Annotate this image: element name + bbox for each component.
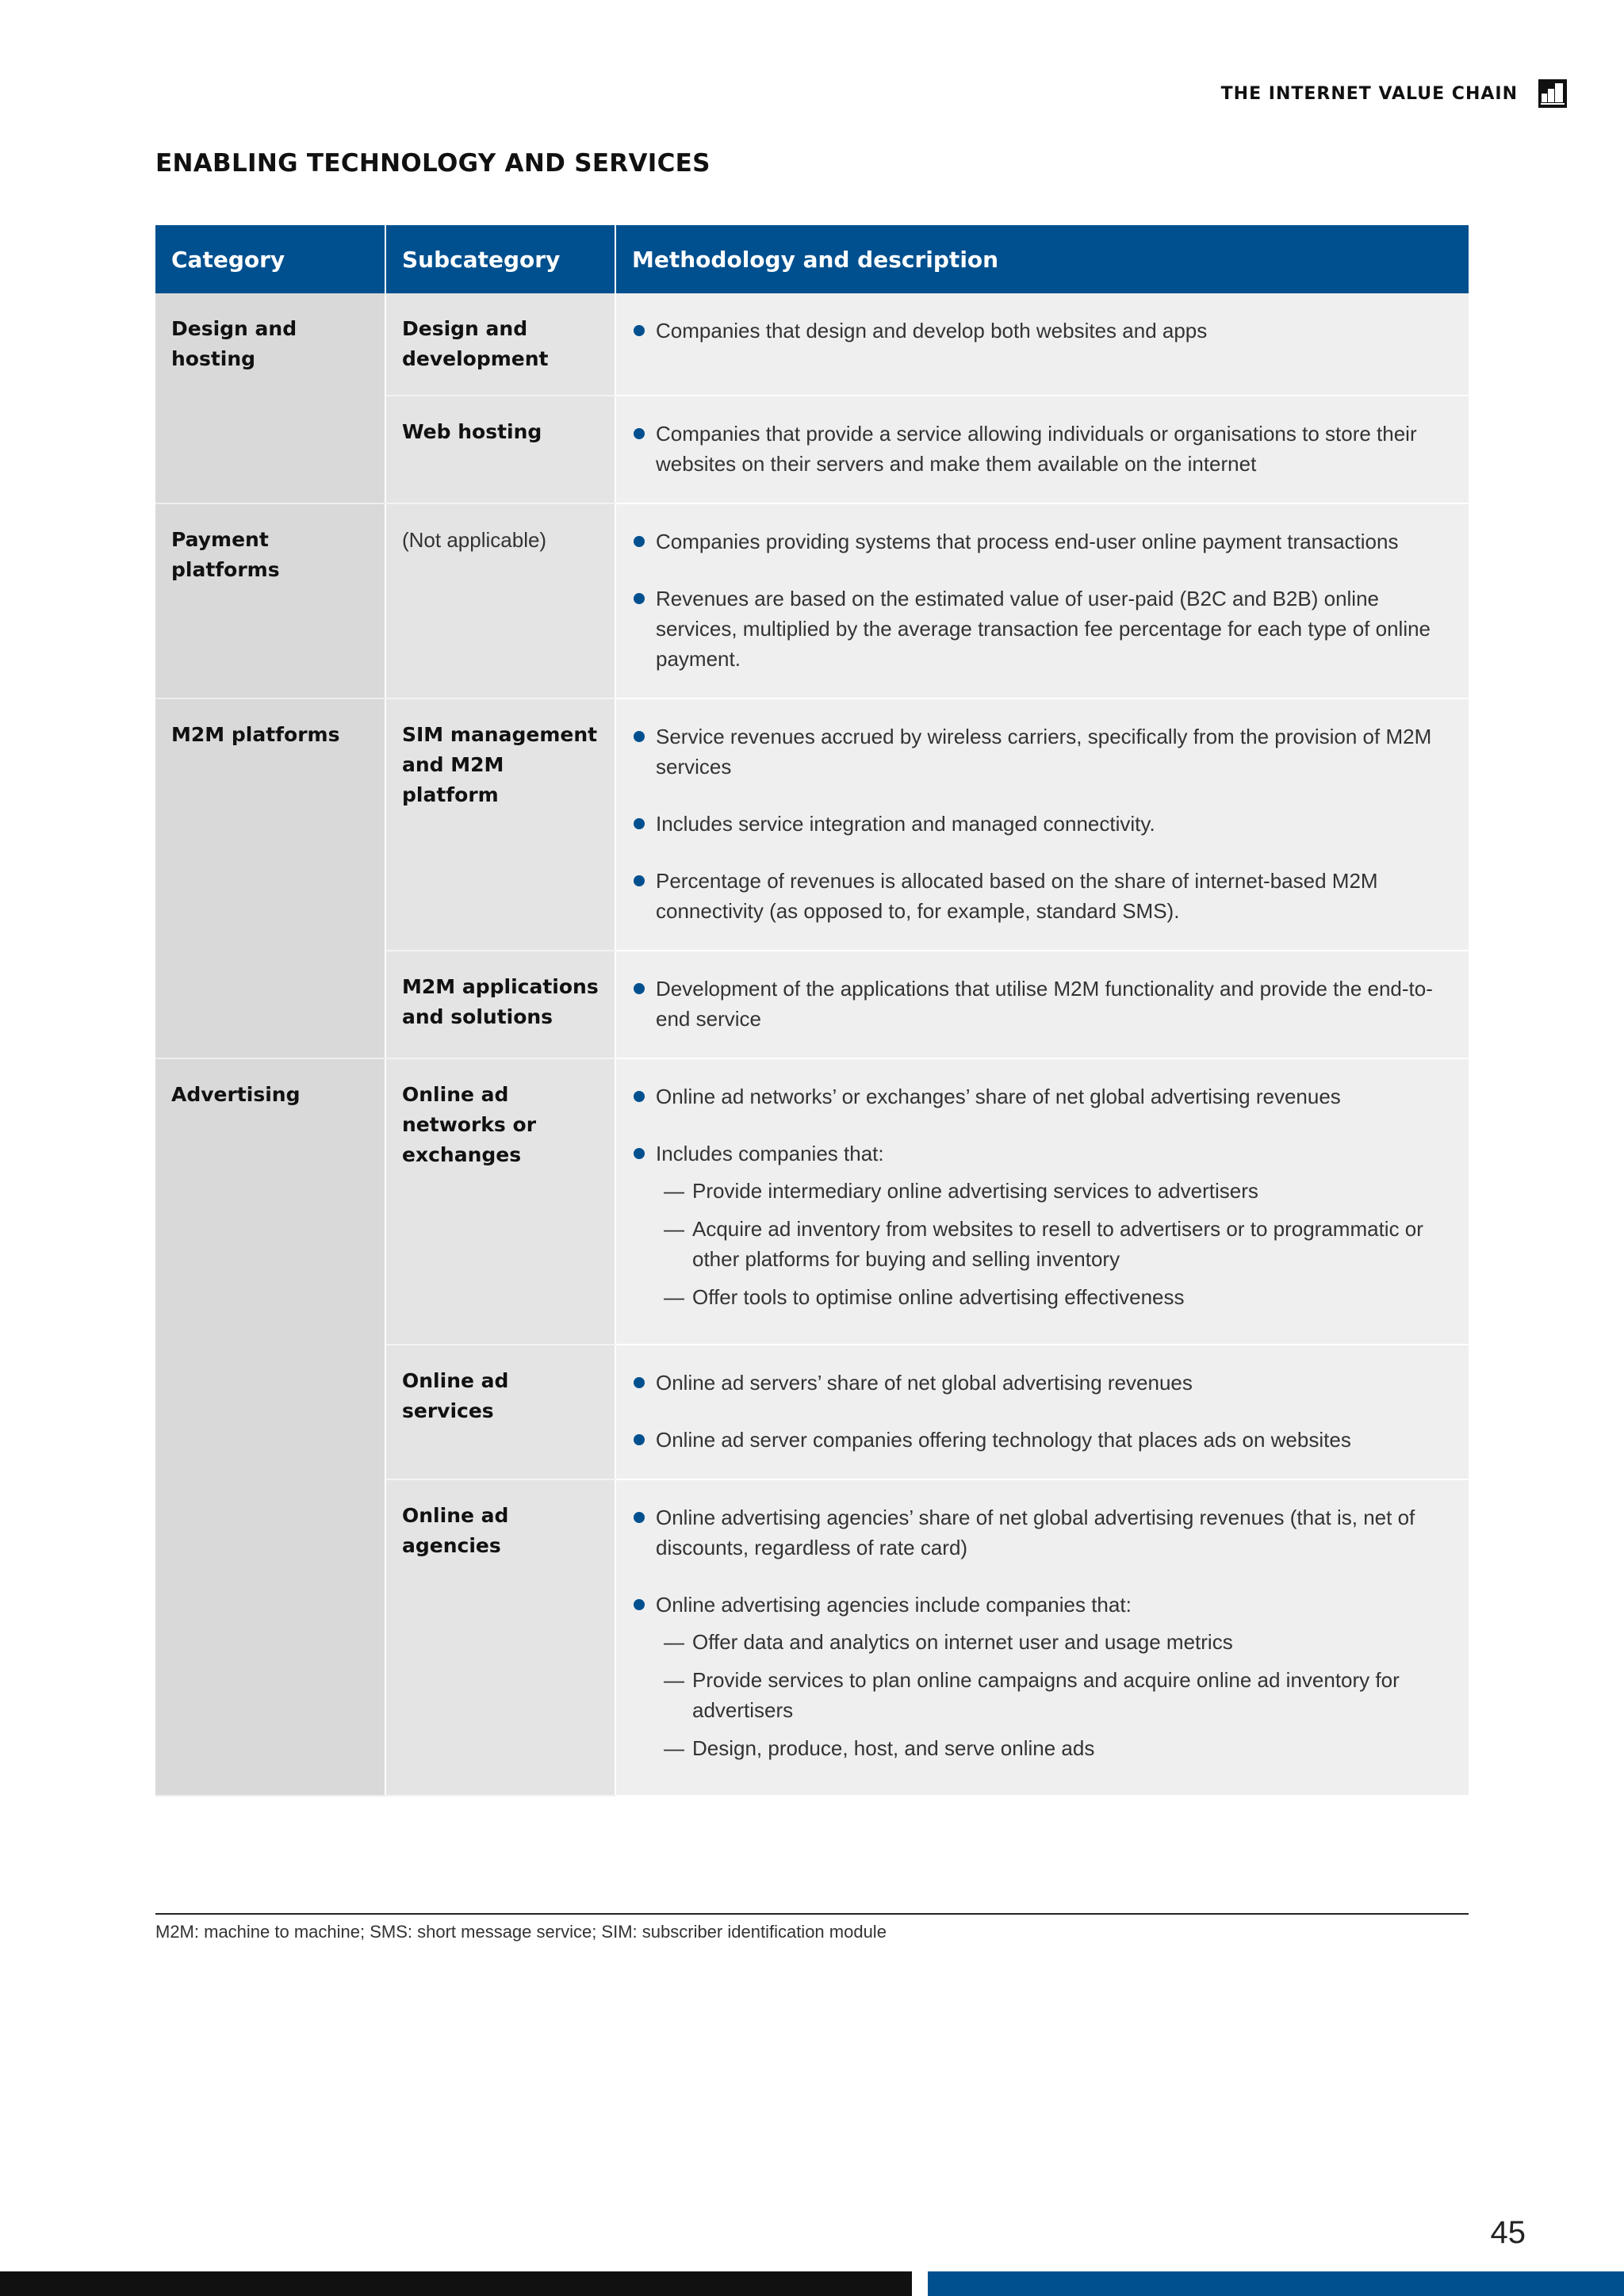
category-cell: Design and hosting (155, 293, 385, 503)
section-title: ENABLING TECHNOLOGY AND SERVICES (155, 149, 710, 178)
table-row (155, 1058, 1469, 1345)
description-cell (615, 396, 1469, 503)
subcategory-cell: Online ad networks or exchanges (385, 1058, 615, 1345)
bullet-item (632, 974, 1453, 1034)
dash-list-item: — Design, produce, host, and serve online ads (656, 1733, 1453, 1763)
dash-list-item: — Provide services to plan online campaigns and acquire online ad inventory for advertisers (656, 1665, 1453, 1725)
category-cell: Payment platforms (155, 503, 385, 698)
bullet-item (632, 809, 1453, 839)
running-head-title: THE INTERNET VALUE CHAIN (1220, 83, 1518, 104)
dash-list-item: — Offer data and analytics on internet user and usage metrics (656, 1627, 1453, 1657)
bullet-text: Online ad server companies offering technology that places ads on websites (656, 1428, 1351, 1452)
dash-list-item: — Acquire ad inventory from websites to resell to advertisers or to programmatic or other platforms for buying and selling inventory (656, 1214, 1453, 1274)
subcategory-cell: Web hosting (385, 396, 615, 503)
table-body (155, 293, 1469, 1796)
bullet-item (632, 316, 1453, 346)
description-cell (615, 503, 1469, 698)
description-cell (615, 293, 1469, 396)
bullet-text: Revenues are based on the estimated value of user-paid (B2C and B2B) online services, multiplied by the average transaction fee percentage for each type of online payment. (656, 587, 1431, 671)
bullet-text: Online ad networks’ or exchanges’ share of net global advertising revenues (656, 1085, 1341, 1108)
subcategory-cell: SIM management and M2M platform (385, 698, 615, 951)
column-header-subcategory: Subcategory (385, 225, 615, 293)
bullet-item (632, 584, 1453, 674)
bullet-item (632, 721, 1453, 782)
description-cell (615, 1345, 1469, 1479)
description-cell (615, 1479, 1469, 1796)
category-cell: Advertising (155, 1058, 385, 1796)
column-header-category: Category (155, 225, 385, 293)
bullet-item (632, 1425, 1453, 1455)
bullet-text: Companies providing systems that process end-user online payment transactions (656, 530, 1399, 553)
bullet-item (632, 1368, 1453, 1398)
running-head (1221, 79, 1567, 108)
dash-sublist (656, 1627, 1453, 1763)
dash-sublist (656, 1176, 1453, 1312)
methodology-table (155, 225, 1469, 1797)
bullet-text: Online advertising agencies include companies that: (656, 1593, 1132, 1617)
dash-list-item: — Provide intermediary online advertising services to advertisers (656, 1176, 1453, 1206)
description-cell (615, 698, 1469, 951)
subcategory-cell: M2M applications and solutions (385, 951, 615, 1058)
bullet-text: Companies that design and develop both websites and apps (656, 319, 1208, 342)
bullet-item (632, 1081, 1453, 1112)
footer-bar-black (0, 2271, 912, 2296)
footer-bar-blue (928, 2271, 1624, 2296)
subcategory-cell: Online ad agencies (385, 1479, 615, 1796)
bullet-text: Online ad servers’ share of net global advertising revenues (656, 1371, 1193, 1395)
description-cell (615, 1058, 1469, 1345)
page-number: 45 (1490, 2215, 1526, 2250)
subcategory-cell: Design and development (385, 293, 615, 396)
bullet-text: Service revenues accrued by wireless carriers, specifically from the provision of M2M services (656, 725, 1432, 779)
bullet-item (632, 1138, 1453, 1312)
bullet-text: Development of the applications that utilise M2M functionality and provide the end-to-end service (656, 977, 1433, 1031)
bullet-text: Companies that provide a service allowing individuals or organisations to store their websites on their servers and make them available on the internet (656, 422, 1417, 476)
table-header-row (155, 225, 1469, 293)
table-row (155, 698, 1469, 951)
subcategory-cell: (Not applicable) (385, 503, 615, 698)
bullet-text: Includes service integration and managed connectivity. (656, 812, 1155, 836)
bullet-item (632, 866, 1453, 926)
bullet-item (632, 1502, 1453, 1563)
bullet-text: Includes companies that: (656, 1142, 884, 1165)
table-row (155, 503, 1469, 698)
table-row (155, 293, 1469, 396)
column-header-description: Methodology and description (615, 225, 1469, 293)
footnote-divider (155, 1913, 1469, 1915)
category-cell: M2M platforms (155, 698, 385, 1058)
description-cell (615, 951, 1469, 1058)
building-logo-icon (1538, 79, 1567, 108)
bullet-item (632, 419, 1453, 479)
dash-list-item: — Offer tools to optimise online advertising effectiveness (656, 1282, 1453, 1312)
footnote: M2M: machine to machine; SMS: short message service; SIM: subscriber identification module (155, 1922, 887, 1942)
bullet-text: Percentage of revenues is allocated based on the share of internet-based M2M connectivity (as opposed to, for example, standard SMS). (656, 869, 1378, 923)
subcategory-cell: Online ad services (385, 1345, 615, 1479)
bullet-text: Online advertising agencies’ share of net global advertising revenues (that is, net of discounts, regardless of rate card) (656, 1506, 1415, 1559)
bullet-item (632, 1590, 1453, 1763)
bullet-item (632, 526, 1453, 557)
